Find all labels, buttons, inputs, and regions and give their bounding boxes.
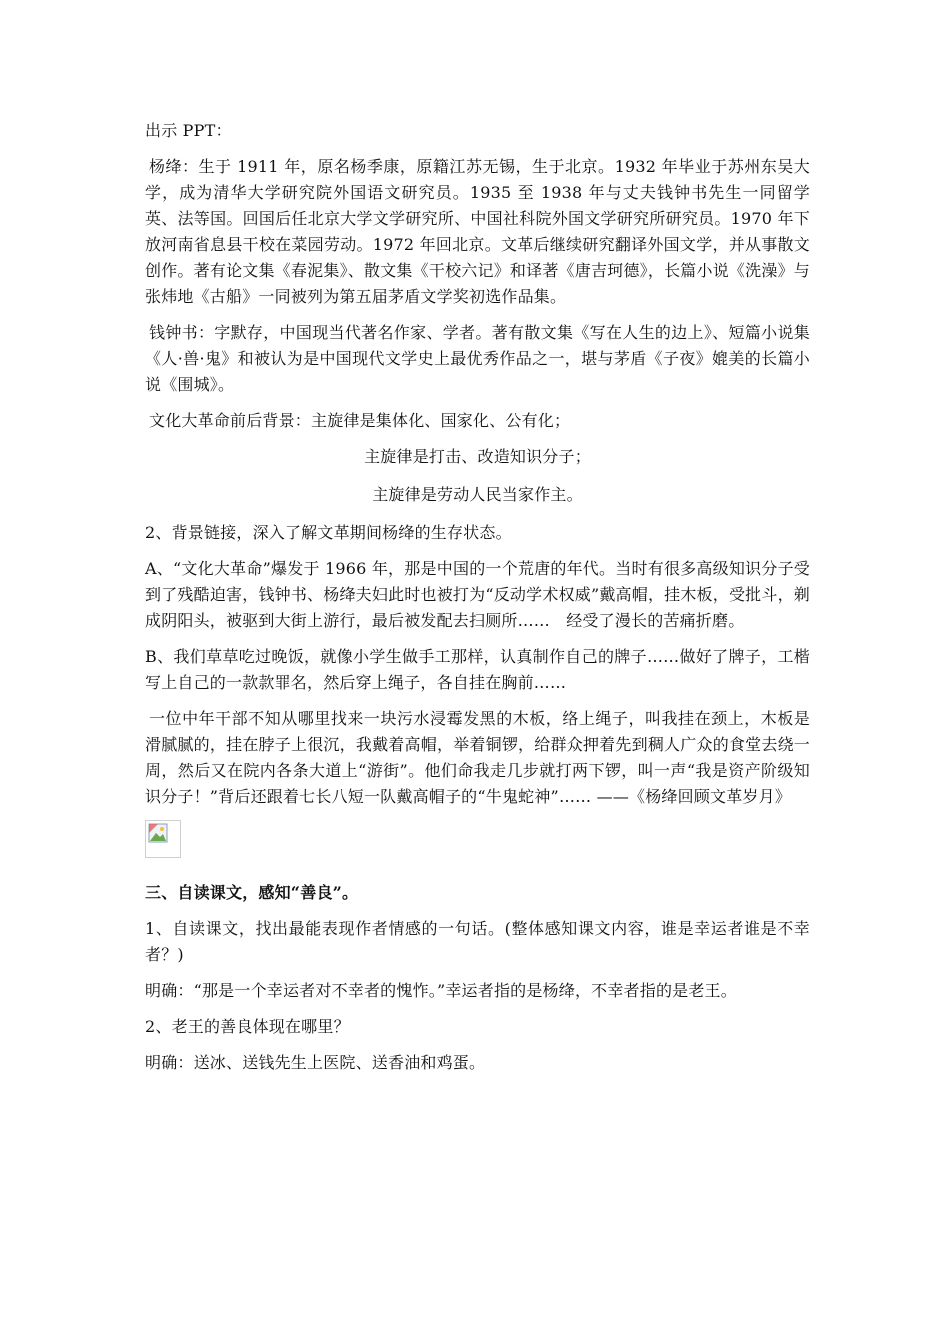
broken-image-icon	[145, 820, 181, 858]
section-2-title: 2、背景链接，深入了解文革期间杨绛的生存状态。	[145, 523, 512, 542]
yang-jiang-bio: 杨绛：生于 1911 年，原名杨季康，原籍江苏无锡，生于北京。1932 年毕业于苏州东吴大学，成为清华大学研究院外国语文研究员。1935 至 1938 年与丈夫钱钟书先生一同留学英、法等国。回国后任北京大学文学研究所、中国社科院外国文学研究所研究员。1970 年下放河南省息县干校在菜园劳动。1972 年回北京。文革后继续研究翻译外国文学，并从事散文创作。著有论文集《春泥集》、散文集《干校六记》和译著《唐吉珂德》，长篇小说《洗澡》与张炜地《古船》一同被列为第五届茅盾文学奖初选作品集。	[145, 157, 810, 306]
paragraph-a: A、“文化大革命”爆发于 1966 年，那是中国的一个荒唐的年代。当时有很多高级知识分子受到了残酷迫害，钱钟书、杨绛夫妇此时也被打为“反动学术权威”戴高帽，挂木板，受批斗，剃成阴阳头，被驱到大街上游行，最后被发配去扫厕所…… 经受了漫长的苦痛折磨。	[145, 559, 810, 630]
answer-1: 明确：“那是一个幸运者对不幸者的愧怍。”幸运者指的是杨绛，不幸者指的是老王。	[145, 981, 737, 1000]
section-3-heading: 三、自读课文，感知“善良”。	[145, 883, 359, 902]
question-1: 1、自读课文，找出最能表现作者情感的一句话。(整体感知课文内容，谁是幸运者谁是不幸者？)	[145, 919, 810, 964]
background-line-1: 文化大革命前后背景：主旋律是集体化、国家化、公有化；	[149, 411, 571, 430]
qian-zhongshu-bio: 钱钟书：字默存，中国现当代著名作家、学者。著有散文集《写在人生的边上》、短篇小说集《人·兽·鬼》和被认为是中国现代文学史上最优秀作品之一，堪与茅盾《子夜》媲美的长篇小说《围城》。	[145, 323, 810, 394]
question-2: 2、老王的善良体现在哪里？	[145, 1017, 350, 1036]
quote-paragraph: 一位中年干部不知从哪里找来一块污水浸霉发黑的木板，络上绳子，叫我挂在颈上，木板是滑腻腻的，挂在脖子上很沉，我戴着高帽，举着铜锣，给群众押着先到稠人广众的食堂去绕一周，然后又在院内各条大道上“游街”。他们命我走几步就打两下锣，叫一声“我是资产阶级知识分子！”背后还跟着七长八短一队戴高帽子的“牛鬼蛇神”…… ——《杨绛回顾文革岁月》	[145, 709, 810, 806]
paragraph-b: B、我们草草吃过晚饭，就像小学生做手工那样，认真制作自己的牌子……做好了牌子，工楷写上自己的一款款罪名，然后穿上绳子，各自挂在胸前……	[145, 647, 810, 692]
background-line-3: 主旋律是劳动人民当家作主。	[372, 485, 583, 504]
intro-label: 出示 PPT：	[145, 121, 232, 140]
background-line-2: 主旋律是打击、改造知识分子；	[364, 447, 591, 466]
image-placeholder-icon	[148, 823, 170, 845]
document-page	[145, 118, 810, 1086]
answer-2: 明确：送冰、送钱先生上医院、送香油和鸡蛋。	[145, 1053, 486, 1072]
